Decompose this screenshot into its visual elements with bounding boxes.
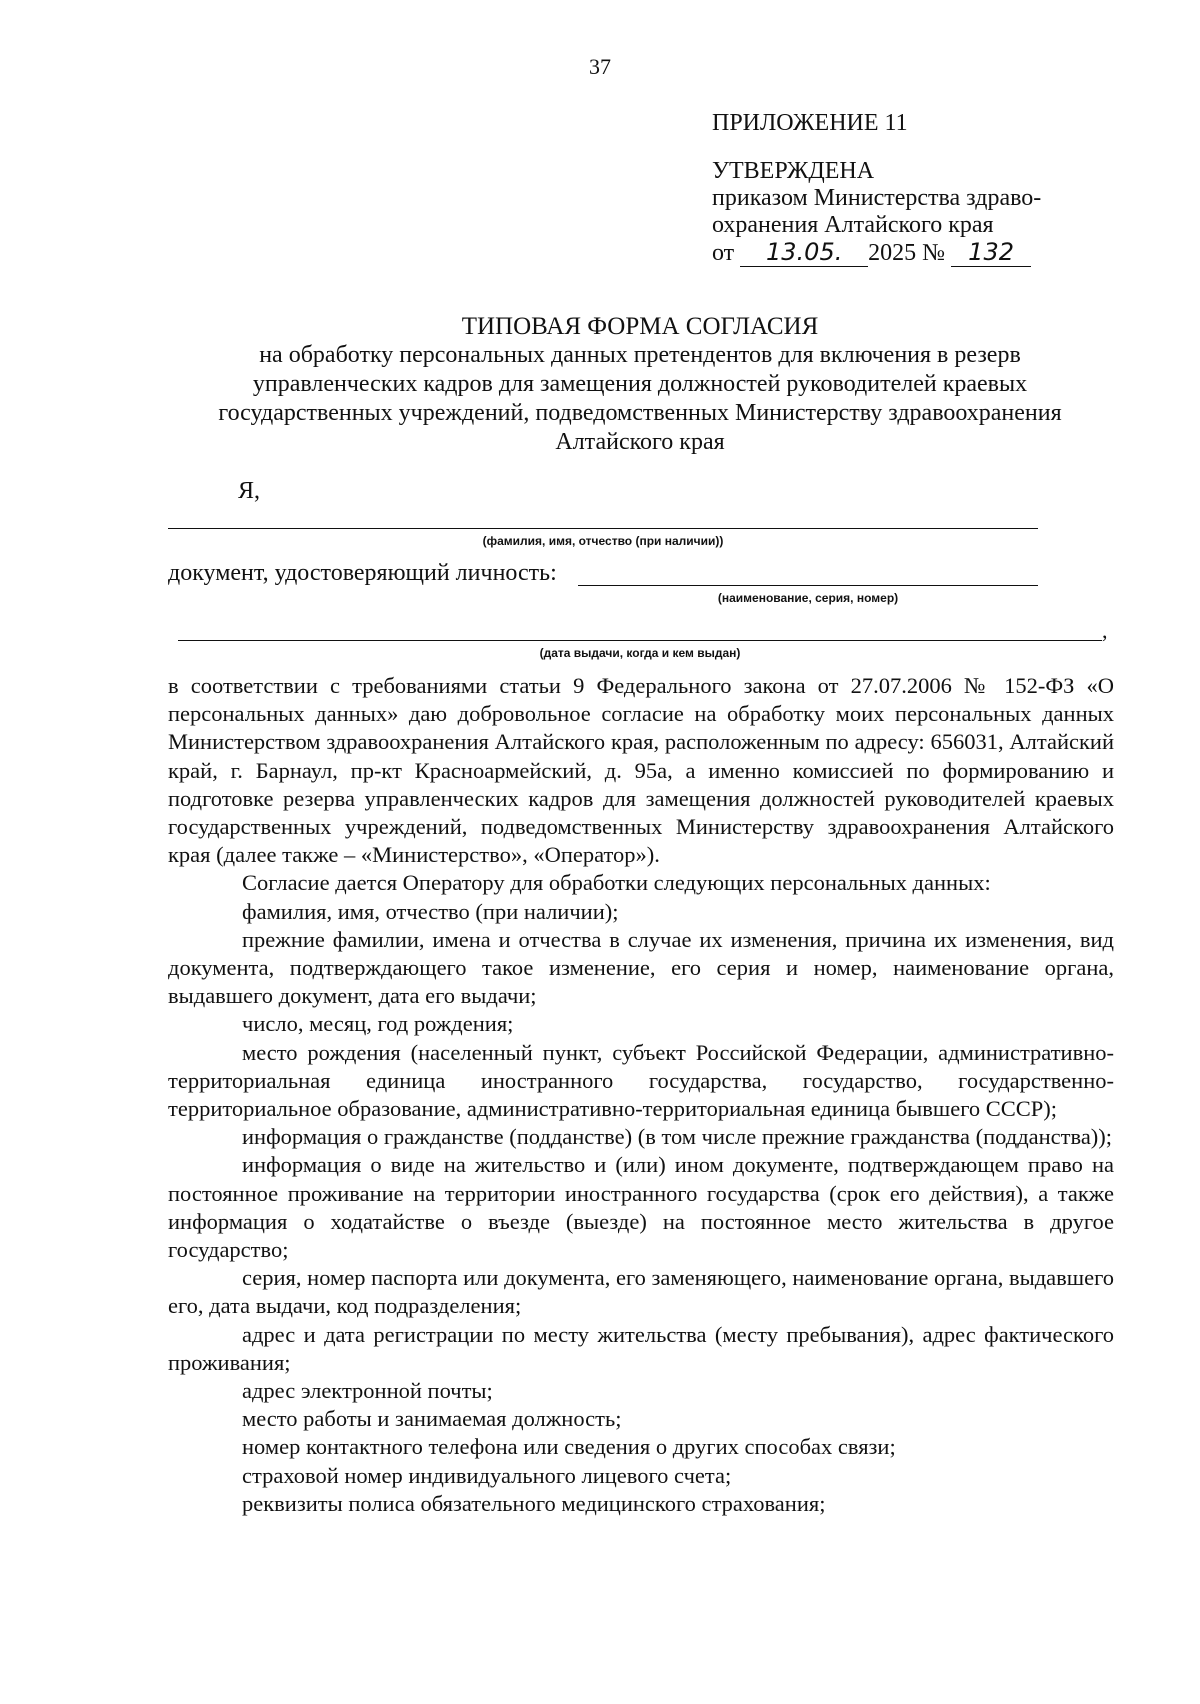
approval-block — [712, 158, 1041, 267]
list-item: место работы и занимаемая должность; — [242, 1406, 622, 1432]
handwritten-number: 132 — [951, 239, 1031, 267]
issue-blank-line[interactable] — [178, 640, 1102, 641]
issue-comma: , — [1102, 618, 1108, 643]
list-item: фамилия, имя, отчество (при наличии); — [242, 898, 619, 924]
list-item: адрес электронной почты; — [242, 1378, 493, 1404]
list-item: серия, номер паспорта или документа, его заменяющего, наименование органа, выдавшего его, дата выдачи, код подразделения; — [168, 1265, 1114, 1319]
list-item: страховой номер индивидуального лицевого счета; — [242, 1462, 732, 1488]
list-item: информация о гражданстве (подданстве) (в том числе прежние гражданства (подданства)); — [242, 1124, 1113, 1150]
approved-label: УТВЕРЖДЕНА — [712, 158, 875, 184]
order-line-2: охранения Алтайского края — [712, 212, 994, 238]
appendix-label: ПРИЛОЖЕНИЕ 11 — [712, 110, 908, 136]
fio-hint: (фамилия, имя, отчество (при наличии)) — [482, 534, 724, 548]
list-item: реквизиты полиса обязательного медицинского страхования; — [242, 1490, 826, 1516]
title-line-2: на обработку персональных данных претендентов для включения в резерв — [259, 342, 1021, 368]
document-blank-line[interactable] — [578, 585, 1038, 586]
handwritten-date: 13.05. — [740, 239, 868, 267]
list-item: информация о виде на жительство и (или) ином документе, подтверждающем право на постоянное проживание на территории иностранного государства (срок его действия), а также информация о ходатайстве о въезде (выезде) на постоянное место жительства в другое государство; — [168, 1152, 1114, 1263]
order-date-line — [712, 239, 1041, 267]
fio-blank-line[interactable] — [168, 528, 1038, 529]
document-label: документ, удостоверяющий личность: — [168, 560, 557, 586]
list-item: адрес и дата регистрации по месту жительства (месту пребывания), адрес фактического проживания; — [168, 1321, 1114, 1375]
title-line-4: государственных учреждений, подведомственных Министерству здравоохранения — [218, 400, 1062, 426]
order-line-1: приказом Министерства здраво- — [712, 185, 1042, 211]
list-item: число, месяц, год рождения; — [242, 1011, 514, 1037]
title-line-1: ТИПОВАЯ ФОРМА СОГЛАСИЯ — [461, 313, 819, 340]
issue-hint: (дата выдачи, когда и кем выдан) — [539, 646, 741, 660]
consent-intro: в соответствии с требованиями статьи 9 Федерального закона от 27.07.2006 № 152-ФЗ «О персональных данных» даю добровольное согласие на обработку моих персональных данных Министерством здравоохранения Алтайского края, расположенным по адресу: 656031, Алтайский край, г. Барнаул, пр-кт Красноармейский, д. 95а, а именно комиссией по формированию и подготовке резерва управленческих кадров для замещения должностей руководителей краевых государственных учреждений, подведомственных Министерству здравоохранения Алтайского края (далее также – «Министерство», «Оператор»). — [168, 673, 1114, 868]
document-hint: (наименование, серия, номер) — [717, 591, 899, 605]
list-item: Согласие дается Оператору для обработки следующих персональных данных: — [242, 870, 991, 896]
page-number: 37 — [589, 54, 611, 79]
from-label: от — [712, 240, 735, 266]
title-line-3: управленческих кадров для замещения должностей руководителей краевых — [252, 371, 1028, 397]
consent-body — [168, 672, 1114, 1518]
title-line-5: Алтайского края — [555, 429, 725, 455]
order-year: 2025 № — [868, 240, 946, 266]
form-title — [160, 312, 1120, 457]
ya-label: Я, — [238, 478, 261, 504]
list-item: номер контактного телефона или сведения о других способах связи; — [242, 1434, 896, 1460]
list-item: место рождения (населенный пункт, субъект Российской Федерации, административно-территориальная единица иностранного государства, государство, государственно-территориальное образование, административно-территориальная единица бывшего СССР); — [168, 1039, 1114, 1122]
list-item: прежние фамилии, имена и отчества в случае их изменения, причина их изменения, вид документа, подтверждающего такое изменение, его серия и номер, наименование органа, выдавшего документ, дата его выдачи; — [168, 926, 1114, 1009]
